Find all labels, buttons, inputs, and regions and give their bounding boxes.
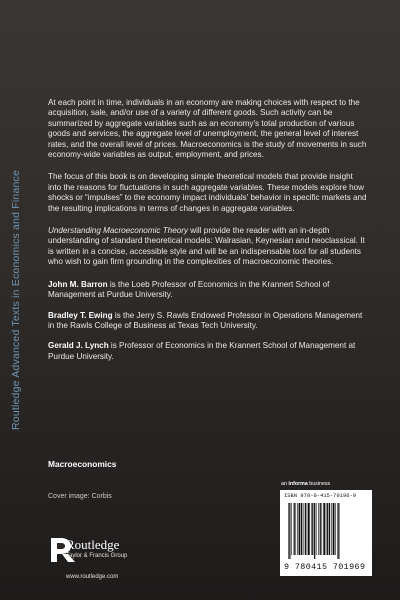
barcode-bar — [308, 503, 310, 555]
publisher-group: Taylor & Francis Group — [66, 553, 128, 559]
barcode-bar — [338, 503, 339, 559]
author-bio-3 — [48, 341, 368, 362]
barcode-bar — [305, 503, 306, 555]
barcode-bar — [291, 503, 292, 555]
barcode-digits: 9 780415 701969 — [284, 562, 366, 572]
publisher-name: Routledge — [66, 537, 120, 552]
author-bio-text: is Professor of Economics in the Krannert School of Management at Purdue University. — [48, 341, 356, 361]
barcode-bar — [288, 503, 289, 559]
barcode-bar — [299, 503, 301, 555]
barcode-bar — [297, 503, 298, 555]
isbn-barcode — [280, 490, 372, 576]
author-name: John M. Barron — [48, 279, 108, 289]
author-bio-text: is the Loeb Professor of Economics in the Krannert School of Management at Purdue University. — [48, 279, 330, 300]
barcode-bar — [327, 503, 328, 555]
barcode-bar — [337, 503, 338, 559]
cover-credit: Cover image: Corbis — [48, 493, 112, 500]
barcode-bar — [303, 503, 304, 555]
author-bio-2 — [48, 311, 368, 332]
author-bio-text: is the Jerry S. Rawls Endowed Professor in Operations Management in the Rawls College of Business at Texas Tech University. — [48, 310, 363, 330]
book-title: Understanding Macroeconomic Theory — [48, 226, 188, 236]
barcode-bar — [320, 503, 321, 555]
barcode-bar — [295, 503, 296, 555]
description-paragraph-1: At each point in time, individuals in an economy are making choices with respect to the acquisition, sale, and/or use of a variety of different goods. Such activity can be summarized by aggregate variables such as an economy's total production of various goods and services, the aggregate level of unemployment, the general level of interest rates, and the overall level of prices. Macroeconomics is the study of movements in such economy-wide variables as output, employment, and prices. — [48, 98, 367, 160]
description-paragraph-2: The focus of this book is on developing simple theoretical models that provide insight into the reasons for fluctuations in such aggregate variables. These models explore how shocks or “impulses” to the economy impact individuals' behavior in specific markets and the resulting implications in terms of changes in aggregate variables. — [48, 172, 367, 213]
informa-business-tag: an informa business — [281, 481, 331, 487]
barcode-bar — [289, 503, 290, 559]
barcode-bar — [323, 503, 325, 555]
barcode-bar — [321, 503, 322, 555]
barcode-bar — [333, 503, 335, 555]
cover-description — [48, 98, 368, 372]
barcode-bar — [318, 503, 319, 555]
isbn-text: ISBN 978-0-415-70196-9 — [284, 493, 357, 499]
barcode-bars — [288, 503, 366, 559]
barcode-bar — [316, 503, 317, 555]
barcode-bar — [294, 503, 295, 555]
author-name: Gerald J. Lynch — [48, 341, 109, 351]
book-blurb — [48, 226, 368, 268]
barcode-bar — [331, 503, 332, 555]
series-title: Routledge Advanced Texts in Economics and Finance — [10, 170, 22, 431]
barcode-bar — [301, 503, 302, 555]
subject-label: Macroeconomics — [48, 459, 117, 469]
barcode-bar — [329, 503, 330, 555]
author-bio-1 — [48, 280, 368, 301]
barcode-bar — [312, 503, 313, 555]
barcode-bar — [326, 503, 327, 555]
blurb-text: will provide the reader with an in-depth understanding of standard theoretical models: Walrasian, Keynesian and neoclassical. It is written in a concise, accessible style and will be an indispensable tool for all students who wish to gain firm grounding in the complexities of macroeconomic theories. — [48, 226, 365, 267]
barcode-bar — [335, 503, 336, 555]
barcode-bar — [311, 503, 312, 555]
author-name: Bradley T. Ewing — [48, 310, 113, 320]
publisher-brand — [66, 538, 127, 559]
barcode-bar — [314, 503, 315, 559]
barcode-bar — [307, 503, 308, 555]
publisher-url[interactable]: www.routledge.com — [66, 574, 119, 580]
